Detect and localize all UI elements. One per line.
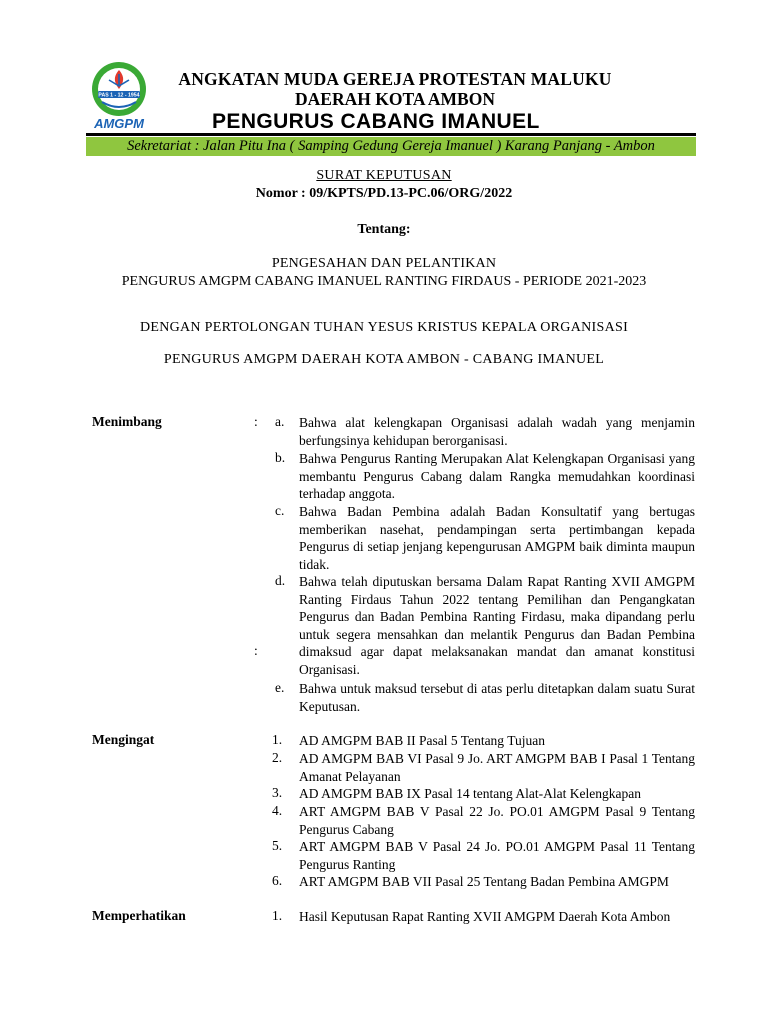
document-number: Nomor : 09/KPTS/PD.13-PC.06/ORG/2022 [255, 186, 513, 201]
menimbang-item-d: Bahwa telah diputuskan bersama Dalam Rapat Ranting XVII AMGPM Ranting Firdaus Tahun 2022 tentang Pemilihan dan Pengangkatan Pengurus dan Badan Pembina Ranting Firdasu, maka dipandang perlu untuk segera mensahkan dan melantik Pengurus dan Badan Pembina dimaksud agar dapat melaksanakan mandat dan amanat konstitusi Organisasi. [299, 574, 695, 677]
mengingat-marker-6: 6. [272, 873, 283, 888]
mengingat-item-3: AD AMGPM BAB IX Pasal 14 tentang Alat-Alat Kelengkapan [299, 786, 641, 801]
mengingat-item-4: ART AMGPM BAB V Pasal 22 Jo. PO.01 AMGPM Pasal 9 Tentang Pengurus Cabang [299, 804, 695, 837]
memperhatikan-marker-1: 1. [272, 908, 283, 923]
mengingat-marker-2: 2. [272, 750, 283, 765]
menimbang-marker-e: e. [275, 680, 285, 695]
menimbang-item-b: Bahwa Pengurus Ranting Merupakan Alat Kelengkapan Organisasi yang membantu Pengurus Cabang dalam Rangka memudahkan koordinasi terhadap anggota. [299, 451, 695, 501]
mengingat-item-2: AD AMGPM BAB VI Pasal 9 Jo. ART AMGPM BAB I Pasal 1 Tentang Amanat Pelayanan [299, 751, 695, 784]
mengingat-item-6: ART AMGPM BAB VII Pasal 25 Tentang Badan Pembina AMGPM [299, 874, 669, 889]
mengingat-item-5: ART AMGPM BAB V Pasal 24 Jo. PO.01 AMGPM Pasal 11 Tentang Pengurus Ranting [299, 839, 695, 872]
mengingat-marker-5: 5. [272, 838, 283, 853]
mengingat-marker-1: 1. [272, 732, 283, 747]
menimbang-item-c: Bahwa Badan Pembina adalah Badan Konsultatif yang bertugas memberikan nasehat, pendampingan serta pertimbangan kepada Pengurus di setiap jenjang kepengurusan AMGPM baik diminta maupun tidak. [299, 504, 695, 572]
memperhatikan-item-1: Hasil Keputusan Rapat Ranting XVII AMGPM Daerah Kota Ambon [299, 909, 671, 924]
menimbang-marker-a: a. [275, 414, 285, 429]
memperhatikan-label: Memperhatikan [92, 908, 186, 923]
issuer-line: PENGURUS AMGPM DAERAH KOTA AMBON - CABANG IMANUEL [163, 352, 605, 367]
menimbang-colon-2: : [254, 643, 258, 658]
secretariat-band: Sekretariat : Jalan Pitu Ina ( Samping Gedung Gereja Imanuel ) Karang Panjang - Ambon [86, 137, 696, 156]
mengingat-marker-3: 3. [272, 785, 283, 800]
subject-line2: PENGURUS AMGPM CABANG IMANUEL RANTING FIRDAUS - PERIODE 2021-2023 [121, 274, 647, 289]
menimbang-marker-c: c. [275, 503, 285, 518]
menimbang-item-a: Bahwa alat kelengkapan Organisasi adalah wadah yang menjamin berfungsinya kehidupan berorganisasi. [299, 415, 695, 448]
mengingat-item-1: AD AMGPM BAB II Pasal 5 Tentang Tujuan [299, 733, 545, 748]
menimbang-item-e: Bahwa untuk maksud tersebut di atas perlu ditetapkan dalam suatu Surat Keputusan. [299, 681, 695, 714]
menimbang-label: Menimbang [92, 414, 162, 429]
logo-ring-text: PAS 1 - 12 - 1954 [98, 92, 140, 99]
mengingat-label: Mengingat [92, 732, 155, 747]
branch-name: PENGURUS CABANG IMANUEL [212, 110, 540, 133]
org-name-line1: ANGKATAN MUDA GEREJA PROTESTAN MALUKU [178, 69, 612, 89]
amgpm-logo [86, 60, 152, 132]
about-label: Tentang: [357, 222, 411, 237]
logo-wordmark: AMGPM [94, 116, 144, 131]
document-type: SURAT KEPUTUSAN [316, 168, 452, 183]
letterhead-rule [86, 133, 696, 136]
menimbang-marker-d: d. [275, 573, 286, 588]
menimbang-colon: : [254, 414, 258, 429]
mengingat-marker-4: 4. [272, 803, 283, 818]
subject-line1: PENGESAHAN DAN PELANTIKAN [271, 256, 497, 271]
org-name-line2: DAERAH KOTA AMBON [295, 89, 495, 109]
menimbang-marker-b: b. [275, 450, 286, 465]
invocation: DENGAN PERTOLONGAN TUHAN YESUS KRISTUS KEPALA ORGANISASI [139, 320, 629, 335]
